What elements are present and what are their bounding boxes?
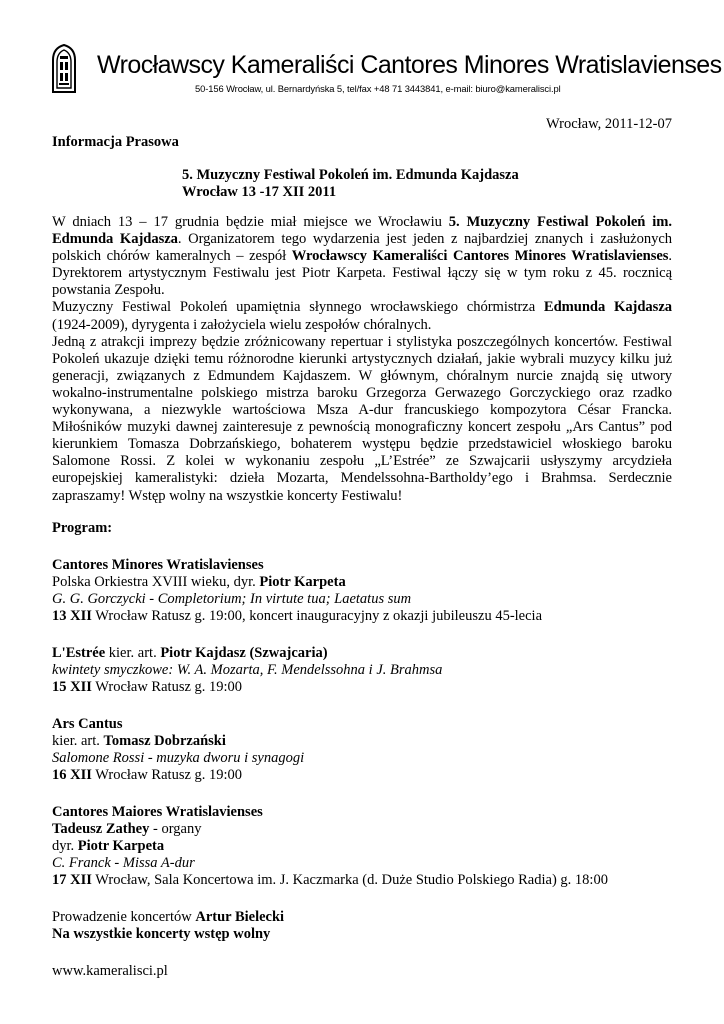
program-heading: Program: (52, 520, 113, 536)
text-run: dyr. (52, 838, 78, 854)
concert-4-conductor (52, 838, 682, 855)
organist-name: Tadeusz Zathey (52, 821, 150, 837)
conductor-name-bold: Edmunda Kajdasza (543, 299, 672, 316)
organization-name: Wrocławscy Kameraliści Cantores Minores Wratislavienses (97, 51, 722, 79)
concert-date: 16 XII (52, 767, 92, 783)
text-run: Muzyczny Festiwal Pokoleń upamiętnia słynnego wrocławskiego chórmistrza (52, 299, 544, 316)
choir-name-bold: Wrocławscy Kameraliści Cantores Minores Wratislavienses (291, 248, 669, 265)
concert-3-repertoire: Salomone Rossi - muzyka dworu i synagogi (52, 750, 305, 766)
concert-1-repertoire: G. G. Gorczycki - Completorium; In virtute tua; Laetatus sum (52, 591, 412, 607)
conductor-name: Piotr Karpeta (259, 574, 346, 590)
concert-2-when-where (52, 679, 682, 696)
ensemble-name: L'Estrée (52, 645, 106, 661)
concert-3-when-where (52, 767, 682, 784)
concert-4-when-where (52, 872, 682, 889)
concert-details: Wrocław Ratusz g. 19:00 (91, 767, 243, 783)
concert-2-repertoire: kwintety smyczkowe: W. A. Mozarta, F. Mendelssohna i J. Brahmsa (52, 662, 443, 678)
document-date: Wrocław, 2011-12-07 (546, 116, 672, 132)
church-window-logo-icon (50, 44, 78, 94)
paragraph-repertoire: Jedną z atrakcji imprezy będzie zróżnicowany repertuar i stylistyka poszczególnych koncertów. Festiwal Pokoleń ukazuje dzięki temu różnorodne kierunki artystycznych działań, jakie wybrali muzycy kilku już generacji, związanych z Edmundem Kajdaszem. W głównym, chóralnym nurcie znajdą się utwory wokalno-instrumentalne polskiego mistrza baroku Grzegorza Gerwazego Gorczyckiego oraz rzadko wykonywana, a niezwykle wartościowa Msza A-dur francuskiego kompozytora César Francka. Miłośników muzyki dawnej zainteresuje z pewnością monograficzny koncert zespołu „Ars Cantus” pod kierunkiem Tomasza Dobrzańskiego, bohaterem występu będzie przedstawiciel włoskiego baroku Salomone Rossi. Z kolei w wykonaniu zespołu „L’Estrée” ze Szwajcarii usłyszymy arcydzieła europejskiej kameralistyki: dzieła Mozarta, Mendelssohna-Bartholdy’ego i Brahmsa. Serdecznie zapraszamy! Wstęp wolny na wszystkie koncerty Festiwalu! (52, 333, 672, 504)
text-run: Prowadzenie koncertów (52, 909, 196, 925)
text-run: Polska Orkiestra XVIII wieku, dyr. (52, 574, 260, 590)
text-run: . Organizatorem tego wydarzenia jest jeden z najbardziej znanych i zasłużonych polskich chórów kameralnych – zespół (52, 231, 672, 265)
text-run: - organy (149, 821, 202, 837)
festival-title-line1: 5. Muzyczny Festiwal Pokoleń im. Edmunda Kajdasza (182, 167, 519, 183)
text-run: (1924-2009), dyrygenta i założyciela wielu zespołów chóralnych. (52, 316, 432, 333)
concert-2-ensemble (52, 645, 682, 662)
organization-address: 50-156 Wrocław, ul. Bernardyńska 5, tel/fax +48 71 3443841, e-mail: biuro@kameralisci.pl (195, 83, 561, 94)
concert-4-repertoire: C. Franck - Missa A-dur (52, 855, 195, 871)
concert-4 (52, 804, 682, 889)
text-run: . Dyrektorem artystycznym Festiwalu jest Piotr Karpeta. Festiwal łączy się w tym roku z 45. rocznicą powstania Zespołu. (52, 248, 672, 299)
concert-4-organist (52, 821, 682, 838)
director-name: Piotr Kajdasz (Szwajcaria) (160, 645, 328, 661)
press-release-body (52, 214, 672, 505)
conductor-name: Piotr Karpeta (77, 838, 165, 854)
text-run: kier. art. (52, 733, 104, 749)
concert-4-ensemble: Cantores Maiores Wratislavienses (52, 804, 263, 820)
free-entry-note: Na wszystkie koncerty wstęp wolny (52, 926, 271, 942)
festival-title-line2: Wrocław 13 -17 XII 2011 (182, 184, 337, 200)
concert-details: Wrocław Ratusz g. 19:00, koncert inauguracyjny z okazji jubileuszu 45-lecia (91, 608, 543, 624)
paragraph-tribute (52, 299, 672, 333)
press-release-title: Informacja Prasowa (52, 134, 179, 150)
concert-2 (52, 645, 682, 696)
concert-1-ensemble: Cantores Minores Wratislavienses (52, 557, 264, 573)
festival-title (182, 167, 519, 201)
concert-date: 13 XII (52, 608, 92, 624)
text-run: kier. art. (105, 645, 161, 661)
concert-3 (52, 716, 682, 784)
concert-date: 17 XII (52, 872, 92, 888)
concert-1 (52, 557, 682, 625)
website-link[interactable]: www.kameralisci.pl (52, 963, 168, 979)
concert-date: 15 XII (52, 679, 92, 695)
concert-3-ensemble: Ars Cantus (52, 716, 123, 732)
festival-name-bold: 5. Muzyczny Festiwal Pokoleń im. Edmunda Kajdasza (52, 214, 672, 248)
paragraph-intro (52, 214, 672, 299)
host-line (52, 909, 682, 926)
concert-details: Wrocław Ratusz g. 19:00 (91, 679, 243, 695)
text-run: W dniach 13 – 17 grudnia będzie miał miejsce we Wrocławiu (52, 214, 449, 230)
concert-details: Wrocław, Sala Koncertowa im. J. Kaczmarka (d. Duże Studio Polskiego Radia) g. 18:00 (91, 872, 608, 888)
concert-1-orchestra (52, 574, 682, 591)
host-name: Artur Bielecki (195, 909, 285, 925)
concert-1-when-where (52, 608, 682, 625)
concert-3-director (52, 733, 682, 750)
director-name: Tomasz Dobrzański (103, 733, 226, 749)
program-section (52, 520, 682, 980)
